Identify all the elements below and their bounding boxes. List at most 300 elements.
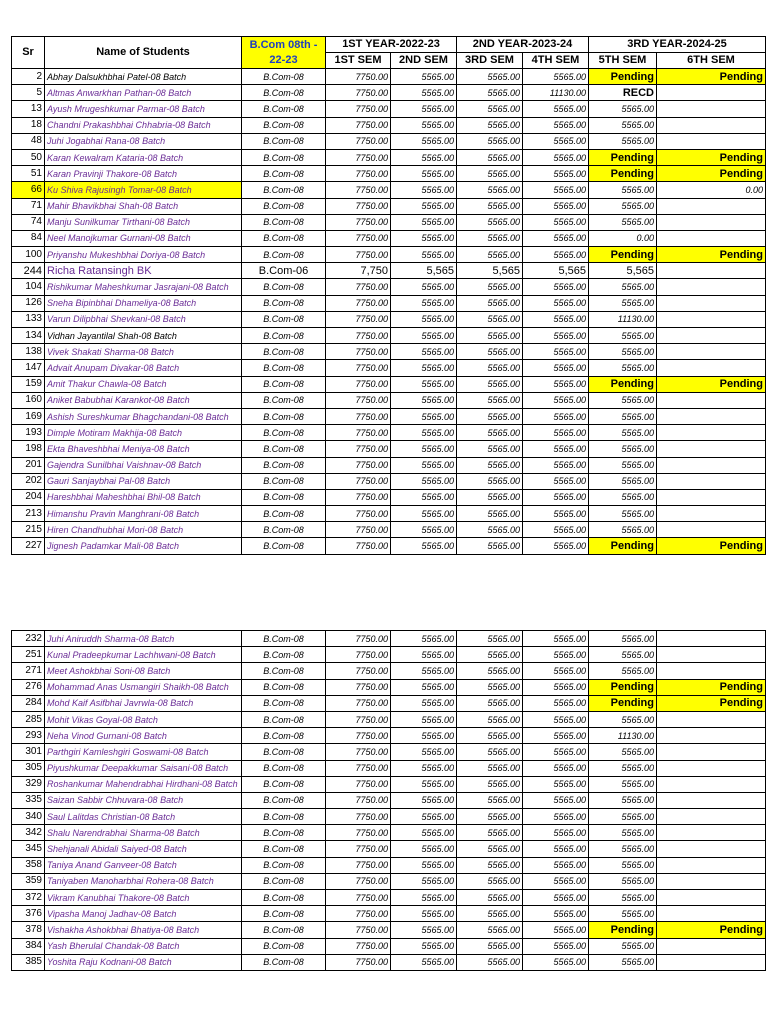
- cell-sr: 126: [12, 295, 45, 311]
- cell-name: Gajendra Sunilbhai Vaishnav-08 Batch: [45, 457, 242, 473]
- cell-sr: 342: [12, 825, 45, 841]
- header-year3: 3RD YEAR-2024-25: [589, 37, 766, 53]
- cell-sem4: 5565.00: [523, 344, 589, 360]
- cell-sem4: 5565.00: [523, 728, 589, 744]
- cell-name: Piyushkumar Deepakkumar Saisani-08 Batch: [45, 760, 242, 776]
- cell-sem3: 5565.00: [457, 954, 523, 970]
- cell-sem3: 5565.00: [457, 631, 523, 647]
- header-sem4: 4TH SEM: [523, 53, 589, 69]
- cell-sem1: 7750.00: [326, 425, 391, 441]
- cell-sem1: 7750.00: [326, 663, 391, 679]
- cell-sem1: 7750.00: [326, 647, 391, 663]
- cell-sr: 340: [12, 809, 45, 825]
- cell-sem5: 5565.00: [589, 631, 657, 647]
- cell-batch: B.Com-08: [242, 311, 326, 327]
- cell-batch: B.Com-08: [242, 809, 326, 825]
- cell-batch: B.Com-08: [242, 441, 326, 457]
- cell-sem4: 5565.00: [523, 473, 589, 489]
- cell-sem1: 7750.00: [326, 69, 391, 85]
- cell-sem1: 7750.00: [326, 182, 391, 198]
- cell-sem4: 5565.00: [523, 679, 589, 695]
- cell-batch: B.Com-08: [242, 792, 326, 808]
- table-row: [12, 69, 766, 85]
- cell-sem3: 5565.00: [457, 841, 523, 857]
- cell-sem6: [657, 295, 766, 311]
- cell-sem2: 5565.00: [391, 149, 457, 165]
- cell-sr: 384: [12, 938, 45, 954]
- cell-sem3: 5565.00: [457, 166, 523, 182]
- cell-sem2: 5565.00: [391, 954, 457, 970]
- table-row: [12, 85, 766, 101]
- cell-sem6: [657, 441, 766, 457]
- cell-sem4: 5565.00: [523, 457, 589, 473]
- cell-sem6: Pending: [657, 166, 766, 182]
- cell-sem2: 5565.00: [391, 538, 457, 554]
- cell-sem1: 7750.00: [326, 360, 391, 376]
- cell-batch: B.Com-08: [242, 744, 326, 760]
- cell-sem5: 5565.00: [589, 873, 657, 889]
- cell-sem6: [657, 279, 766, 295]
- cell-sem2: 5565.00: [391, 776, 457, 792]
- cell-sem5: 5565.00: [589, 954, 657, 970]
- cell-batch: B.Com-08: [242, 328, 326, 344]
- cell-sem2: 5565.00: [391, 890, 457, 906]
- table-row: [12, 408, 766, 424]
- cell-sem4: 11130.00: [523, 85, 589, 101]
- cell-sem5: 5565.00: [589, 792, 657, 808]
- cell-sr: 372: [12, 890, 45, 906]
- table-row: [12, 841, 766, 857]
- cell-sem4: 5565.00: [523, 247, 589, 263]
- table-row: [12, 247, 766, 263]
- cell-sem2: 5565.00: [391, 857, 457, 873]
- cell-sem3: 5565.00: [457, 506, 523, 522]
- cell-sem2: 5565.00: [391, 101, 457, 117]
- cell-name: Abhay Dalsukhbhai Patel-08 Batch: [45, 69, 242, 85]
- cell-sem6: [657, 425, 766, 441]
- cell-name: Mahir Bhavikbhai Shah-08 Batch: [45, 198, 242, 214]
- cell-sr: 284: [12, 695, 45, 711]
- cell-sr: 358: [12, 857, 45, 873]
- cell-batch: B.Com-08: [242, 392, 326, 408]
- cell-sem5: Pending: [589, 538, 657, 554]
- cell-name: Vivek Shakati Sharma-08 Batch: [45, 344, 242, 360]
- cell-sem1: 7750.00: [326, 344, 391, 360]
- cell-sem2: 5565.00: [391, 69, 457, 85]
- table-row: [12, 360, 766, 376]
- table-row: [12, 679, 766, 695]
- cell-sem4: 5565.00: [523, 279, 589, 295]
- cell-sem4: 5565.00: [523, 441, 589, 457]
- cell-batch: B.Com-08: [242, 149, 326, 165]
- cell-sem1: 7750.00: [326, 538, 391, 554]
- cell-sem4: 5565.00: [523, 792, 589, 808]
- cell-batch: B.Com-08: [242, 825, 326, 841]
- cell-sr: 74: [12, 214, 45, 230]
- cell-sr: 50: [12, 149, 45, 165]
- cell-sr: 271: [12, 663, 45, 679]
- cell-name: Parthgiri Kamleshgiri Goswami-08 Batch: [45, 744, 242, 760]
- cell-sem6: [657, 954, 766, 970]
- table-row: [12, 906, 766, 922]
- cell-name: Ayush Mrugeshkumar Parmar-08 Batch: [45, 101, 242, 117]
- cell-name: Vikram Kanubhai Thakore-08 Batch: [45, 890, 242, 906]
- cell-name: Karan Kewalram Kataria-08 Batch: [45, 149, 242, 165]
- cell-name: Varun Dilipbhai Shevkani-08 Batch: [45, 311, 242, 327]
- table-row: [12, 792, 766, 808]
- cell-batch: B.Com-08: [242, 506, 326, 522]
- cell-sem1: 7750.00: [326, 938, 391, 954]
- cell-sem6: [657, 328, 766, 344]
- cell-sem3: 5565.00: [457, 728, 523, 744]
- cell-batch: B.Com-08: [242, 873, 326, 889]
- cell-sem6: [657, 133, 766, 149]
- cell-name: Manju Sunilkumar Tirthani-08 Batch: [45, 214, 242, 230]
- cell-sem6: [657, 85, 766, 101]
- cell-sem5: Pending: [589, 149, 657, 165]
- cell-batch: B.Com-08: [242, 647, 326, 663]
- cell-sem2: 5565.00: [391, 441, 457, 457]
- cell-sem3: 5565.00: [457, 647, 523, 663]
- cell-sem5: 5565.00: [589, 214, 657, 230]
- cell-sr: 293: [12, 728, 45, 744]
- table-row: [12, 376, 766, 392]
- cell-sem3: 5565.00: [457, 744, 523, 760]
- cell-sem1: 7750.00: [326, 101, 391, 117]
- cell-sem3: 5565.00: [457, 809, 523, 825]
- cell-sem3: 5565.00: [457, 182, 523, 198]
- cell-sem4: 5565.00: [523, 695, 589, 711]
- cell-sem1: 7750.00: [326, 441, 391, 457]
- table-row: [12, 101, 766, 117]
- cell-sem2: 5565.00: [391, 522, 457, 538]
- cell-batch: B.Com-08: [242, 117, 326, 133]
- cell-sem2: 5565.00: [391, 279, 457, 295]
- header-sem2: 2ND SEM: [391, 53, 457, 69]
- cell-batch: B.Com-08: [242, 408, 326, 424]
- cell-sem6: [657, 776, 766, 792]
- cell-sem1: 7750.00: [326, 522, 391, 538]
- cell-sem6: [657, 198, 766, 214]
- cell-sr: 198: [12, 441, 45, 457]
- cell-sr: 84: [12, 230, 45, 246]
- cell-sem5: 5565.00: [589, 101, 657, 117]
- cell-sem3: 5565.00: [457, 489, 523, 505]
- cell-sem2: 5565.00: [391, 295, 457, 311]
- cell-sem3: 5565.00: [457, 101, 523, 117]
- cell-batch: B.Com-08: [242, 457, 326, 473]
- table-row: [12, 344, 766, 360]
- cell-sem2: 5565.00: [391, 506, 457, 522]
- cell-sem5: Pending: [589, 922, 657, 938]
- cell-sem2: 5565.00: [391, 166, 457, 182]
- cell-sr: 134: [12, 328, 45, 344]
- cell-sem1: 7750.00: [326, 214, 391, 230]
- cell-sem1: 7750.00: [326, 825, 391, 841]
- cell-batch: B.Com-08: [242, 230, 326, 246]
- fee-table-page1: [11, 36, 766, 555]
- cell-sem5: 5565.00: [589, 295, 657, 311]
- cell-sem5: 5565.00: [589, 441, 657, 457]
- table-row: [12, 230, 766, 246]
- cell-sem4: 5565.00: [523, 631, 589, 647]
- cell-sem4: 5565.00: [523, 101, 589, 117]
- table-row: [12, 506, 766, 522]
- cell-sem2: 5565.00: [391, 360, 457, 376]
- cell-batch: B.Com-08: [242, 360, 326, 376]
- cell-sem4: 5565.00: [523, 149, 589, 165]
- cell-sem6: [657, 711, 766, 727]
- table-row: [12, 295, 766, 311]
- cell-sem6: [657, 938, 766, 954]
- cell-sem4: 5565.00: [523, 69, 589, 85]
- cell-sem2: 5565.00: [391, 408, 457, 424]
- table-row: [12, 473, 766, 489]
- cell-name: Dimple Motiram Makhija-08 Batch: [45, 425, 242, 441]
- cell-sem6: [657, 890, 766, 906]
- cell-sem3: 5565.00: [457, 344, 523, 360]
- cell-sem6: Pending: [657, 376, 766, 392]
- cell-name: Shalu Narendrabhai Sharma-08 Batch: [45, 825, 242, 841]
- cell-sem4: 5565.00: [523, 166, 589, 182]
- cell-sem3: 5565.00: [457, 776, 523, 792]
- cell-name: Meet Ashokbhai Soni-08 Batch: [45, 663, 242, 679]
- cell-sem4: 5,565: [523, 263, 589, 279]
- cell-batch: B.Com-08: [242, 69, 326, 85]
- cell-sem5: 5565.00: [589, 198, 657, 214]
- cell-sr: 104: [12, 279, 45, 295]
- cell-sem2: 5565.00: [391, 473, 457, 489]
- cell-sem4: 5565.00: [523, 360, 589, 376]
- cell-sem5: 5565.00: [589, 344, 657, 360]
- cell-sr: 276: [12, 679, 45, 695]
- cell-batch: B.Com-08: [242, 489, 326, 505]
- cell-sem3: 5565.00: [457, 198, 523, 214]
- cell-sem5: 5565.00: [589, 776, 657, 792]
- cell-sem1: 7750.00: [326, 857, 391, 873]
- cell-sem5: 5565.00: [589, 133, 657, 149]
- cell-sem1: 7750.00: [326, 809, 391, 825]
- cell-sem5: 5565.00: [589, 906, 657, 922]
- cell-sr: 201: [12, 457, 45, 473]
- cell-sem3: 5565.00: [457, 679, 523, 695]
- cell-name: Yoshita Raju Kodnani-08 Batch: [45, 954, 242, 970]
- cell-sem5: 5565.00: [589, 182, 657, 198]
- cell-sr: 204: [12, 489, 45, 505]
- table-row: [12, 776, 766, 792]
- cell-sem1: 7750.00: [326, 792, 391, 808]
- cell-sem2: 5565.00: [391, 85, 457, 101]
- cell-sem2: 5565.00: [391, 873, 457, 889]
- cell-sem2: 5565.00: [391, 679, 457, 695]
- cell-sr: 215: [12, 522, 45, 538]
- cell-sem6: [657, 360, 766, 376]
- cell-sem4: 5565.00: [523, 760, 589, 776]
- cell-batch: B.Com-08: [242, 906, 326, 922]
- cell-sem1: 7750.00: [326, 890, 391, 906]
- cell-sem5: 5565.00: [589, 760, 657, 776]
- cell-name: Hareshbhai Maheshbhai Bhil-08 Batch: [45, 489, 242, 505]
- cell-batch: B.Com-08: [242, 182, 326, 198]
- cell-sem2: 5565.00: [391, 198, 457, 214]
- cell-sem3: 5565.00: [457, 311, 523, 327]
- cell-name: Ku Shiva Rajusingh Tomar-08 Batch: [45, 182, 242, 198]
- cell-sem2: 5565.00: [391, 328, 457, 344]
- cell-sem1: 7,750: [326, 263, 391, 279]
- header-batch-line2: 22-23: [269, 53, 298, 66]
- cell-batch: B.Com-06: [242, 263, 326, 279]
- header-name: Name of Students: [45, 37, 242, 69]
- cell-batch: B.Com-08: [242, 695, 326, 711]
- cell-sem4: 5565.00: [523, 663, 589, 679]
- cell-sem1: 7750.00: [326, 149, 391, 165]
- cell-sem1: 7750.00: [326, 328, 391, 344]
- cell-sem1: 7750.00: [326, 133, 391, 149]
- table-row: [12, 457, 766, 473]
- cell-sem2: 5565.00: [391, 631, 457, 647]
- cell-sem2: 5565.00: [391, 825, 457, 841]
- cell-sem3: 5565.00: [457, 711, 523, 727]
- cell-sem5: 5565.00: [589, 473, 657, 489]
- cell-batch: B.Com-08: [242, 425, 326, 441]
- cell-sem1: 7750.00: [326, 247, 391, 263]
- cell-sem5: 11130.00: [589, 311, 657, 327]
- header-sr: Sr: [12, 37, 45, 69]
- cell-sem4: 5565.00: [523, 906, 589, 922]
- cell-sem4: 5565.00: [523, 538, 589, 554]
- cell-sem6: Pending: [657, 69, 766, 85]
- cell-sem2: 5565.00: [391, 728, 457, 744]
- cell-batch: B.Com-08: [242, 214, 326, 230]
- cell-sem4: 5565.00: [523, 198, 589, 214]
- cell-sr: 285: [12, 711, 45, 727]
- cell-sem2: 5565.00: [391, 133, 457, 149]
- cell-sem4: 5565.00: [523, 295, 589, 311]
- cell-sr: 251: [12, 647, 45, 663]
- cell-sem2: 5565.00: [391, 376, 457, 392]
- cell-sem4: 5565.00: [523, 857, 589, 873]
- cell-sem4: 5565.00: [523, 890, 589, 906]
- cell-sem3: 5565.00: [457, 214, 523, 230]
- cell-sem6: Pending: [657, 922, 766, 938]
- cell-batch: B.Com-08: [242, 938, 326, 954]
- cell-sr: 48: [12, 133, 45, 149]
- cell-sem5: 5565.00: [589, 279, 657, 295]
- cell-sem5: 5565.00: [589, 890, 657, 906]
- cell-sem3: 5565.00: [457, 295, 523, 311]
- cell-sr: 159: [12, 376, 45, 392]
- cell-sem2: 5565.00: [391, 214, 457, 230]
- cell-sem6: [657, 873, 766, 889]
- table-row: [12, 214, 766, 230]
- cell-sem1: 7750.00: [326, 376, 391, 392]
- cell-sem3: 5565.00: [457, 408, 523, 424]
- cell-sem4: 5565.00: [523, 841, 589, 857]
- cell-sr: 376: [12, 906, 45, 922]
- cell-sem4: 5565.00: [523, 133, 589, 149]
- cell-sem2: 5565.00: [391, 744, 457, 760]
- cell-name: Shehjanali Abidali Saiyed-08 Batch: [45, 841, 242, 857]
- cell-name: Mohd Kaif Asifbhai Javrwla-08 Batch: [45, 695, 242, 711]
- cell-sem6: [657, 792, 766, 808]
- cell-sem5: 5565.00: [589, 457, 657, 473]
- cell-sem1: 7750.00: [326, 230, 391, 246]
- cell-sem6: [657, 101, 766, 117]
- cell-batch: B.Com-08: [242, 679, 326, 695]
- cell-sem5: Pending: [589, 166, 657, 182]
- cell-sem3: 5565.00: [457, 663, 523, 679]
- cell-sem5: 5565.00: [589, 647, 657, 663]
- cell-sem5: 5565.00: [589, 663, 657, 679]
- cell-sem4: 5565.00: [523, 954, 589, 970]
- fee-table-page2: [11, 630, 766, 971]
- cell-sem2: 5565.00: [391, 922, 457, 938]
- cell-sem6: [657, 744, 766, 760]
- cell-sem3: 5565.00: [457, 85, 523, 101]
- cell-sem5: 5565.00: [589, 825, 657, 841]
- cell-sem6: [657, 214, 766, 230]
- cell-sem1: 7750.00: [326, 873, 391, 889]
- cell-name: Roshankumar Mahendrabhai Hirdhani-08 Batch: [45, 776, 242, 792]
- cell-sem5: Pending: [589, 69, 657, 85]
- cell-sem4: 5565.00: [523, 376, 589, 392]
- table-row: [12, 873, 766, 889]
- cell-sem1: 7750.00: [326, 117, 391, 133]
- cell-sem3: 5565.00: [457, 792, 523, 808]
- cell-sr: 378: [12, 922, 45, 938]
- cell-batch: B.Com-08: [242, 522, 326, 538]
- header-year1: 1ST YEAR-2022-23: [326, 37, 457, 53]
- cell-sem3: 5565.00: [457, 825, 523, 841]
- cell-sem1: 7750.00: [326, 711, 391, 727]
- cell-batch: B.Com-08: [242, 101, 326, 117]
- cell-sem2: 5565.00: [391, 230, 457, 246]
- cell-batch: B.Com-08: [242, 295, 326, 311]
- cell-sem3: 5565.00: [457, 760, 523, 776]
- cell-sem6: [657, 311, 766, 327]
- cell-sem4: 5565.00: [523, 711, 589, 727]
- cell-sr: 345: [12, 841, 45, 857]
- cell-batch: B.Com-08: [242, 344, 326, 360]
- cell-sr: 359: [12, 873, 45, 889]
- table-row: [12, 938, 766, 954]
- cell-sem6: Pending: [657, 538, 766, 554]
- cell-sem3: 5565.00: [457, 441, 523, 457]
- cell-batch: B.Com-08: [242, 711, 326, 727]
- cell-sem4: 5565.00: [523, 408, 589, 424]
- cell-sem6: [657, 728, 766, 744]
- cell-sr: 138: [12, 344, 45, 360]
- cell-sem3: 5,565: [457, 263, 523, 279]
- cell-sem5: Pending: [589, 679, 657, 695]
- table-row: [12, 133, 766, 149]
- cell-sem2: 5565.00: [391, 906, 457, 922]
- cell-sem6: [657, 489, 766, 505]
- cell-sr: 13: [12, 101, 45, 117]
- cell-sem6: [657, 392, 766, 408]
- cell-name: Karan Pravinji Thakore-08 Batch: [45, 166, 242, 182]
- cell-sem5: 5565.00: [589, 809, 657, 825]
- cell-sem4: 5565.00: [523, 744, 589, 760]
- cell-sr: 335: [12, 792, 45, 808]
- cell-sem1: 7750.00: [326, 922, 391, 938]
- table-row: [12, 728, 766, 744]
- table-row: [12, 711, 766, 727]
- cell-sem3: 5565.00: [457, 117, 523, 133]
- table-row: [12, 954, 766, 970]
- cell-name: Neel Manojkumar Gurnani-08 Batch: [45, 230, 242, 246]
- cell-sem2: 5565.00: [391, 695, 457, 711]
